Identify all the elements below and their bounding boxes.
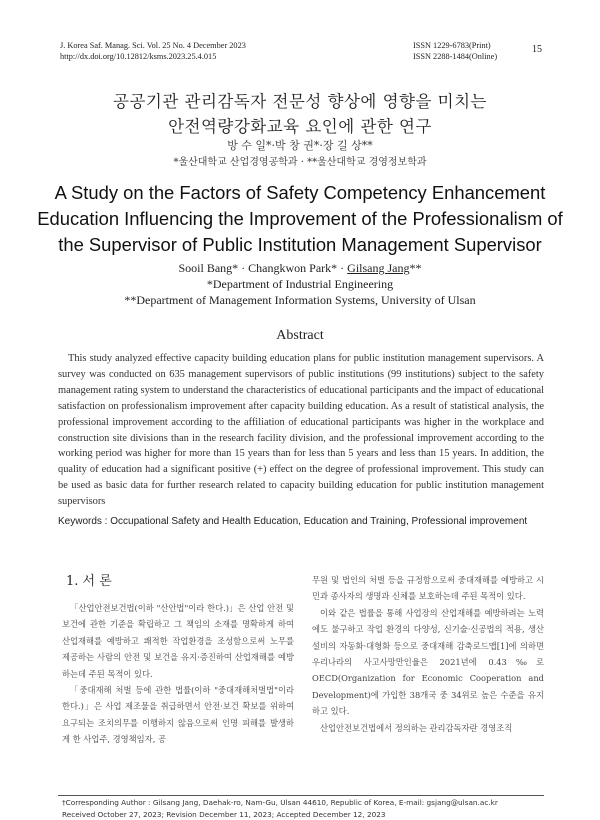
english-title-line1: A Study on the Factors of Safety Competency Enhancement (0, 181, 600, 205)
body-right-column (312, 572, 544, 736)
doi-link[interactable]: http://dx.doi.org/10.12812/ksms.2023.25.4.015 (60, 51, 246, 62)
english-title-line2: Education Influencing the Improvement of the Professionalism of (0, 207, 600, 231)
english-title (0, 181, 600, 257)
abstract-text: This study analyzed effective capacity building education plans for public institution management supervisors. A survey was conducted on 635 management supervisors of public institutions (99 institutions) subject to the safety management rating system to understand the characteristics of educational participants and the impact of educational satisfaction on professionalism improvement after capacity building education. As a result of statistical analysis, the professional improvement according to the affiliation of educational participants was higher in the workplace and construction site divisions than in the research facility division, and the professional improvement according to the working period was higher for more than 15 years than for less than 5 years and less than 15 years. In addition, the quality of education had a significant positive (+) effect on the degree of professional improvement. This study can be used as basic data for further research related to capacity building education for public institution management supervisors (58, 351, 544, 510)
english-title-line3: the Supervisor of Public Institution Management Supervisor (0, 233, 600, 257)
body-paragraph: 이와 같은 법률을 통해 사업장의 산업재해를 예방하려는 노력에도 불구하고 작업 환경의 다양성, 신기술·신공법의 적용, 생산설비의 자동화·대형화 등으로 중대재해 감축로드맵[1]에 의하면 우리나라의 사고사망만인율은 2021년에 0.43‰로 OECD(Organization for Economic Cooperation and Development)에 가입한 38개국 중 34위로 높은 수준을 유지하고 있다. (312, 605, 544, 720)
section-title-introduction: 1. 서 론 (66, 570, 112, 589)
corresponding-author-note: †Corresponding Author : Gilsang Jang, Daehak-ro, Nam-Gu, Ulsan 44610, Republic of Korea, E-mail: gsjang@ulsan.ac.kr (62, 797, 548, 809)
korean-authors: 방 수 일*·박 창 권*·장 길 상** (0, 137, 600, 153)
corresponding-marker: ** (409, 261, 421, 275)
issn-print: ISSN 1229-6783(Print) (413, 40, 497, 51)
body-paragraph: 산업안전보건법에서 정의하는 관리감독자란 경영조직 (312, 720, 544, 736)
journal-line1: J. Korea Saf. Manag. Sci. Vol. 25 No. 4 December 2023 (60, 40, 246, 51)
abstract-heading: Abstract (0, 328, 600, 344)
body-left-column (62, 600, 294, 748)
korean-title-line1: 공공기관 관리감독자 전문성 향상에 영향을 미치는 (0, 88, 600, 112)
body-paragraph: 「산업안전보건법(이하 "산안법"이라 한다.)」은 산업 안전 및 보건에 관한 기준을 확립하고 그 책임의 소재를 명확하게 하여 산업재해를 예방하고 쾌적한 작업환경을 조성함으로써 노무를 제공하는 사람의 안전 및 보건을 유지·증진하여 산업재해를 예방하는데 주된 목적이 있다. (62, 600, 294, 682)
corresponding-author: Gilsang Jang (347, 261, 409, 275)
english-affiliation2: **Department of Management Information Systems, University of Ulsan (0, 293, 600, 308)
issn-online: ISSN 2288-1484(Online) (413, 51, 497, 62)
english-authors (0, 261, 600, 276)
english-authors-text: Sooil Bang* · Changkwon Park* · (179, 261, 348, 275)
body-paragraph: 「중대재해 처벌 등에 관한 법률(이하 "중대재해처벌법"이라 한다.)」은 사업 제조물을 취급하면서 안전·보건 확보를 위하여 요구되는 조치의무를 이행하지 않음으로써 인명 피해를 발생하게 한 사업주, 경영책임자, 공 (62, 682, 294, 748)
footnote-divider (58, 795, 544, 796)
footnote (62, 797, 548, 820)
issn-block (413, 40, 497, 62)
korean-affiliations: *울산대학교 산업경영공학과 · **울산대학교 경영정보학과 (0, 153, 600, 168)
received-dates: Received October 27, 2023; Revision December 11, 2023; Accepted December 12, 2023 (62, 809, 548, 820)
page-number: 15 (532, 44, 542, 55)
journal-citation (60, 40, 246, 62)
korean-title-line2: 안전역량강화교육 요인에 관한 연구 (0, 113, 600, 137)
keywords: Keywords : Occupational Safety and Health Education, Education and Training, Professional improvement (58, 516, 548, 527)
body-paragraph: 무원 및 법인의 처벌 등을 규정함으로써 중대재해를 예방하고 시민과 종사자의 생명과 신체를 보호하는데 주된 목적이 있다. (312, 572, 544, 605)
english-affiliation1: *Department of Industrial Engineering (0, 277, 600, 292)
